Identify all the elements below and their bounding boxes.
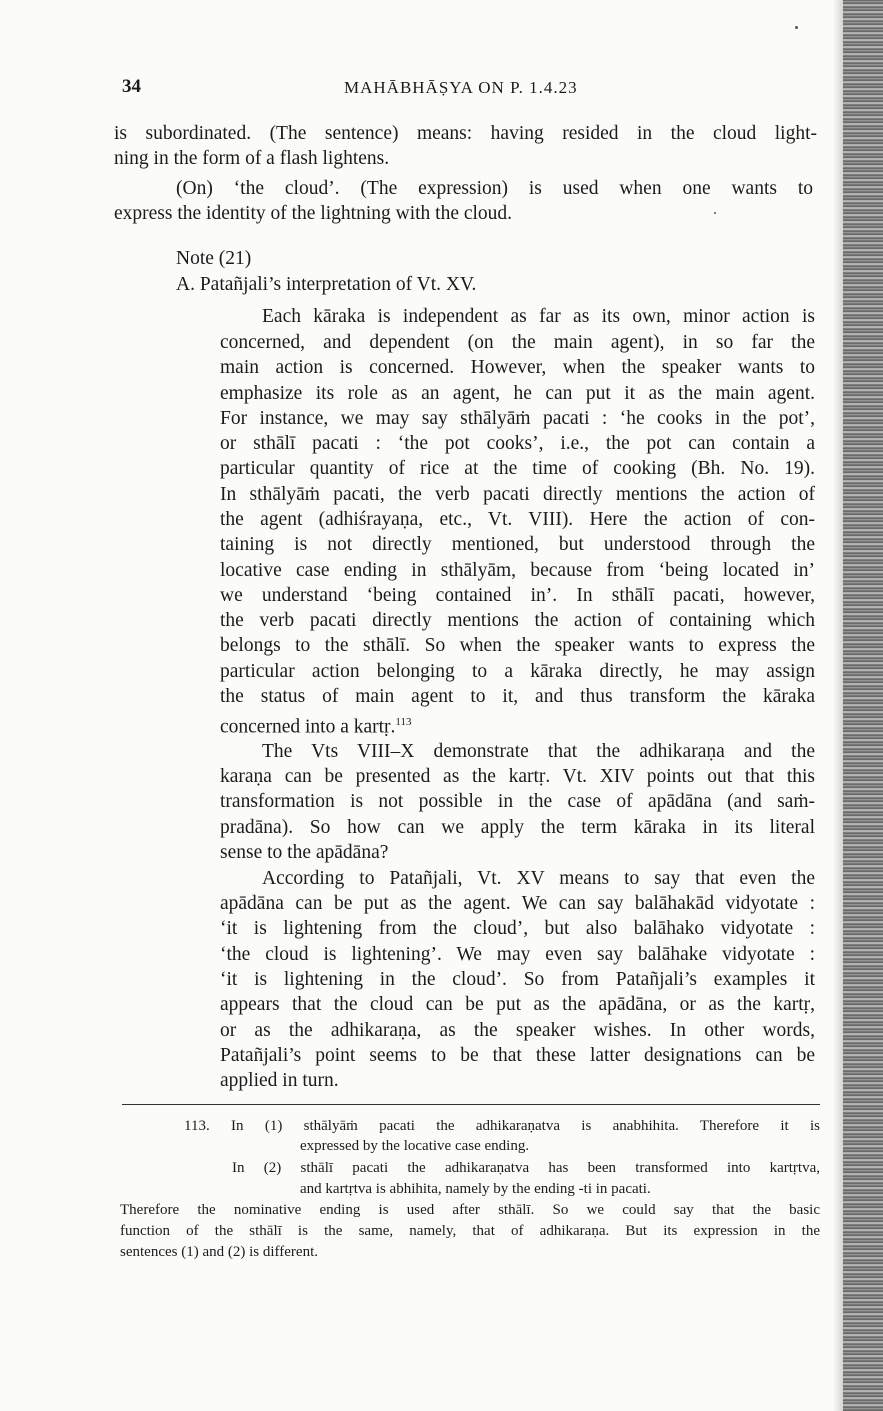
text-line: ‘it is lightening from the cloud’, but also balāhako vidyotate : [220,918,815,939]
text-line: Each kāraka is independent as far as its own, minor action is [262,306,815,327]
text-line: sense to the apādāna? [220,842,389,863]
page-number: 34 [122,76,141,97]
text-line: For instance, we may say sthālyāṁ pacati : ‘he cooks in the pot’, [220,408,815,429]
footnote-line: sentences (1) and (2) is different. [120,1244,318,1260]
text-line: or sthālī pacati : ‘the pot cooks’, i.e., the pot can contain a [220,433,815,454]
text-line: or as the adhikaraṇa, as the speaker wishes. In other words, [220,1020,815,1041]
text-line: ning in the form of a flash lightens. [114,148,390,169]
text-line: transformation is not possible in the case of apādāna (and saṁ- [220,791,815,812]
note-subheading: A. Patañjali’s interpretation of Vt. XV. [176,274,477,295]
text-line: ‘the cloud is lightening’. We may even say balāhake vidyotate : [220,944,815,965]
footnote-line: Therefore the nominative ending is used after sthālī. So we could say that the basic [120,1202,820,1218]
text-line: the verb pacati directly mentions the action of containing which [220,610,815,631]
footnote-line: In (2) sthālī pacati the adhikaraṇatva has been transformed into kartṛtva, [232,1160,820,1176]
text-line [220,710,412,740]
text-line: The Vts VIII–X demonstrate that the adhikaraṇa and the [262,741,815,762]
text-line: According to Patañjali, Vt. XV means to say that even the [262,868,815,889]
footnote-line: function of the sthālī is the same, namely, that of adhikaraṇa. But its expression in the [120,1223,820,1239]
scan-speck [714,212,716,214]
scan-edge [843,0,883,1411]
text-line: is subordinated. (The sentence) means: having resided in the cloud light- [114,123,817,144]
text-line: Patañjali’s point seems to be that these latter designations can be [220,1045,815,1066]
text-line: locative case ending in sthālyām, because from ‘being located in’ [220,560,815,581]
text-line-content: concerned into a kartṛ. [220,716,396,738]
text-line: karaṇa can be presented as the kartṛ. Vt. XIV points out that this [220,766,815,787]
footnote-line: expressed by the locative case ending. [300,1138,530,1154]
text-line: apādāna can be put as the agent. We can say balāhakād vidyotate : [220,893,815,914]
text-line: applied in turn. [220,1070,339,1091]
text-line: (On) ‘the cloud’. (The expression) is used when one wants to [176,178,813,199]
text-line: In sthālyāṁ pacati, the verb pacati directly mentions the action of [220,484,815,505]
text-line: appears that the cloud can be put as the apādāna, or as the kartṛ, [220,994,815,1015]
footnote-marker: 113 [395,716,412,728]
text-line: we understand ‘being contained in’. In sthālī pacati, however, [220,585,815,606]
note-heading: Note (21) [176,248,252,269]
text-line: emphasize its role as an agent, he can put it as the main agent. [220,383,815,404]
footnote-line: and kartṛtva is abhihita, namely by the ending -ti in pacati. [300,1181,651,1197]
text-line: concerned, and dependent (on the main agent), in so far the [220,332,815,353]
text-line: taining is not directly mentioned, but understood through the [220,534,815,555]
text-line: ‘it is lightening in the cloud’. So from Patañjali’s examples it [220,969,815,990]
text-line: main action is concerned. However, when the speaker wants to [220,357,815,378]
running-head: MAHĀBHĀṢYA ON P. 1.4.23 [344,78,578,97]
text-line: particular quantity of rice at the time of cooking (Bh. No. 19). [220,458,815,479]
footnote-rule [122,1104,820,1105]
text-line: pradāna). So how can we apply the term kāraka in its literal [220,817,815,838]
text-line: belongs to the sthālī. So when the speaker wants to express the [220,635,815,656]
page-header [122,76,817,102]
text-line: particular action belonging to a kāraka directly, he may assign [220,661,815,682]
text-line: the status of main agent to it, and thus transform the kāraka [220,686,815,707]
footnote-line: 113. In (1) sthālyāṁ pacati the adhikaraṇatva is anabhihita. Therefore it is [184,1118,820,1134]
text-line: express the identity of the lightning with the cloud. [114,203,513,224]
scan-speck [795,26,798,29]
text-line: the agent (adhiśrayaṇa, etc., Vt. VIII). Here the action of con- [220,509,815,530]
